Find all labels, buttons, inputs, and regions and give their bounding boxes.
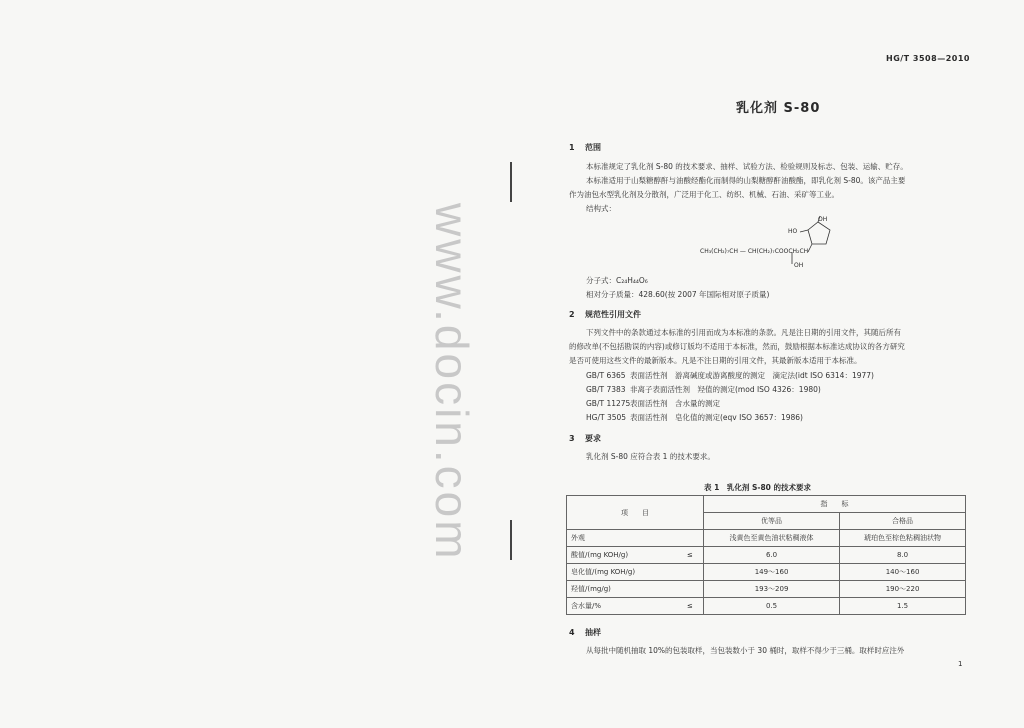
structure-label: 结构式： [586, 204, 616, 213]
section-1-paragraph-2a: 本标准适用于山梨糖醇酐与油酸经酯化而制得的山梨糖醇酐油酸酯，即乳化剂 S-80。该产品主要 [586, 176, 906, 185]
binding-mark-top [510, 162, 512, 202]
structural-formula-ring-icon [700, 212, 850, 272]
table-header-qualified: 合格品 [840, 513, 966, 530]
molecular-weight: 相对分子质量：428.60(按 2007 年国际相对原子质量) [586, 290, 770, 299]
reference-item: GB/T 11275表面活性剂 含水量的测定 [586, 399, 720, 408]
section-1-heading: 1 范围 [569, 143, 601, 152]
section-3-paragraph-1: 乳化剂 S-80 应符合表 1 的技术要求。 [586, 452, 715, 461]
reference-item: GB/T 6365 表面活性剂 游离碱度或游离酸度的测定 滴定法(idt ISO 6314：1977) [586, 371, 874, 380]
molecular-formula: 分子式：C₂₄H₄₄O₆ [586, 276, 648, 285]
reference-item: HG/T 3505 表面活性剂 皂化值的测定(eqv ISO 3657：1986) [586, 413, 803, 422]
reference-item: GB/T 7383 非离子表面活性剂 羟值的测定(mod ISO 4326：1980) [586, 385, 821, 394]
section-4-heading: 4 抽样 [569, 628, 601, 637]
section-2-paragraph-2: 的修改单(不包括勘误的内容)或修订版均不适用于本标准，然而，鼓励根据本标准达成协议的各方研究 [569, 342, 905, 351]
formula-oh-top: OH [818, 216, 828, 223]
section-1-paragraph-2b: 作为油包水型乳化剂及分散剂，广泛用于化工、纺织、机械、石油、采矿等工业。 [569, 190, 839, 199]
document-title: 乳化剂 S-80 [736, 101, 821, 116]
structural-formula [700, 212, 850, 272]
requirements-table [566, 495, 966, 615]
table-caption: 表 1 乳化剂 S-80 的技术要求 [704, 483, 812, 492]
table-row: 羟值/(mg/g) 193～209 190～220 [567, 581, 966, 598]
formula-ho: HO [788, 228, 798, 235]
binding-mark-bottom [510, 520, 512, 560]
section-3-heading: 3 要求 [569, 434, 601, 443]
watermark: www.docin.com [426, 203, 478, 562]
table-row: 外观 浅黄色至黄色油状粘稠液体 琥珀色至棕色粘稠油状物 [567, 530, 966, 547]
table-header-superior: 优等品 [704, 513, 840, 530]
formula-oh-bottom: OH [794, 262, 804, 269]
table-row: 皂化值/(mg KOH/g) 149～160 140～160 [567, 564, 966, 581]
section-2-paragraph-3: 是否可使用这些文件的最新版本。凡是不注日期的引用文件，其最新版本适用于本标准。 [569, 356, 862, 365]
section-4-paragraph-1: 从每批中随机抽取 10%的包装取样，当包装数小于 30 桶时，取样不得少于三桶。取样时应注外 [586, 646, 905, 655]
standard-code: HG/T 3508—2010 [886, 54, 970, 63]
table-row: 含水量/% ≤ 0.5 1.5 [567, 598, 966, 615]
table-header-item: 项 目 [567, 496, 704, 530]
section-1-paragraph-1: 本标准规定了乳化剂 S-80 的技术要求、抽样、试验方法、检验规则及标志、包装、运输、贮存。 [586, 162, 908, 171]
formula-chain: CH₃(CH₂)₇CH — CH(CH₂)₇COOCH₂CH [700, 248, 809, 255]
section-2-heading: 2 规范性引用文件 [569, 310, 641, 319]
table-header-index: 指 标 [704, 496, 966, 513]
section-2-paragraph-1: 下列文件中的条款通过本标准的引用而成为本标准的条款。凡是注日期的引用文件，其随后所有 [586, 328, 901, 337]
table-row: 酸值/(mg KOH/g) ≤ 6.0 8.0 [567, 547, 966, 564]
page-number: 1 [958, 660, 963, 668]
